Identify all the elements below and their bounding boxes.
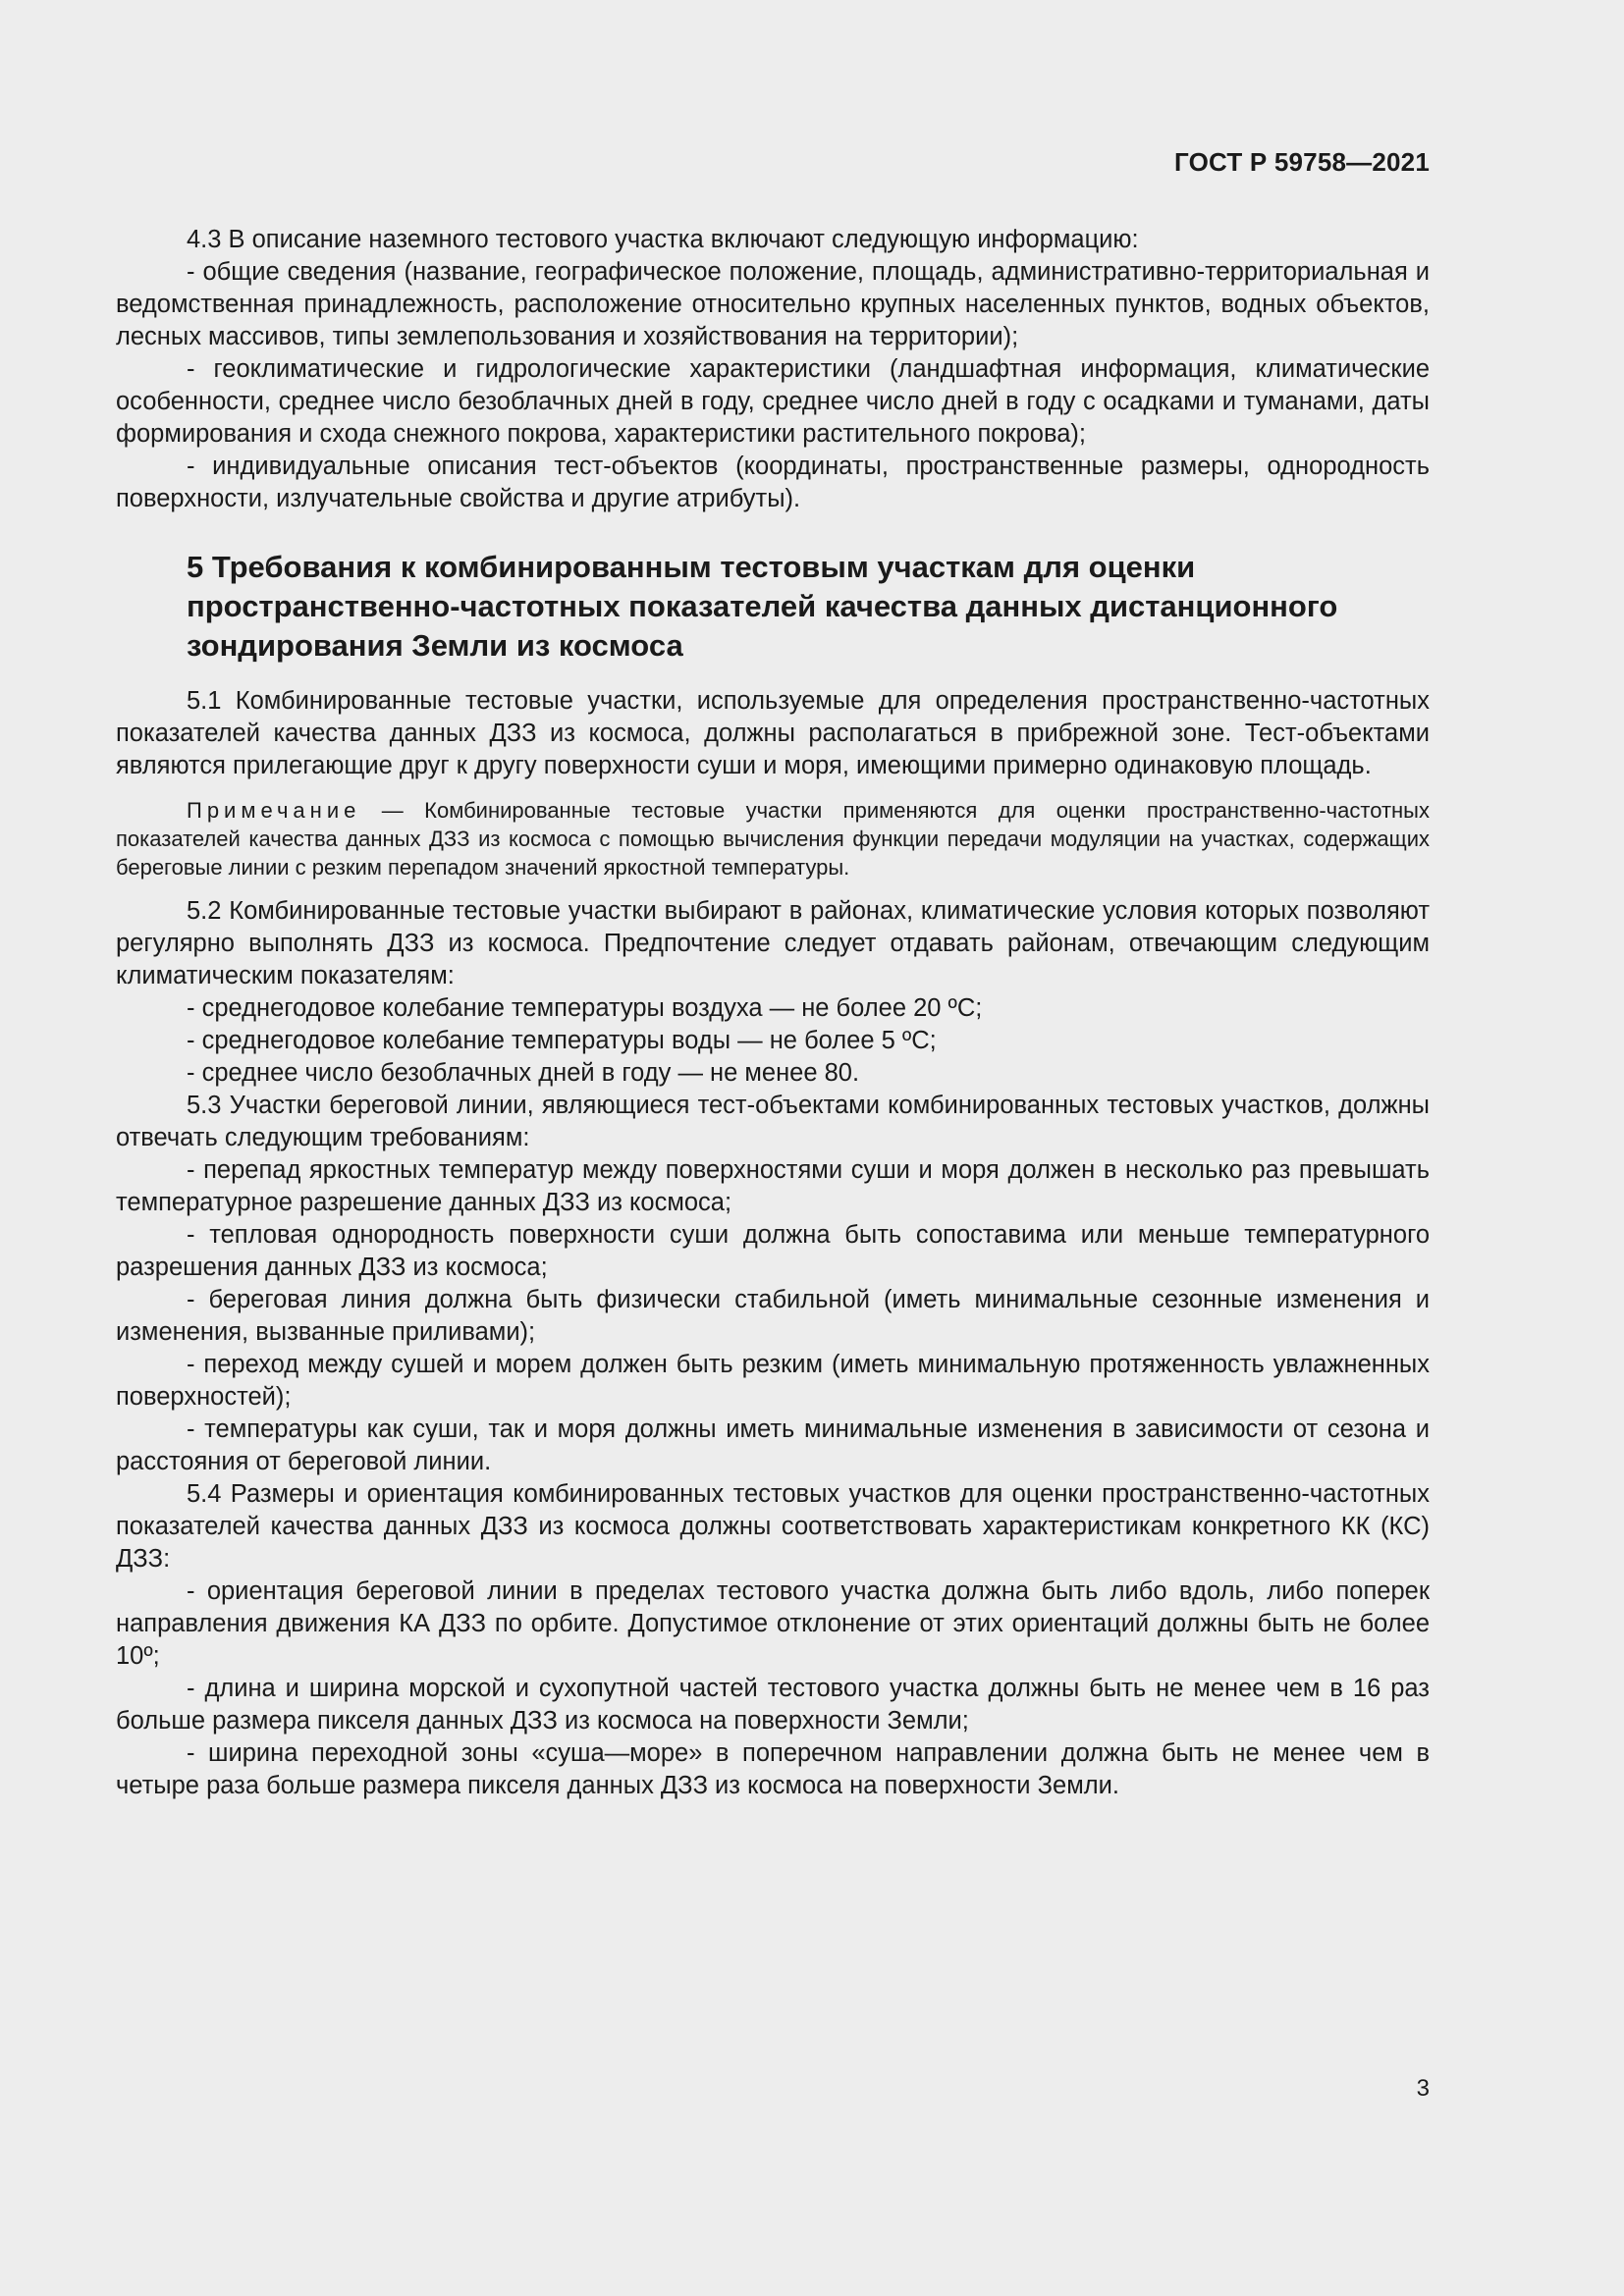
list-item: - среднегодовое колебание температуры воды — не более 5 ºС; — [187, 1027, 937, 1054]
note-label: Примечание — [187, 798, 361, 823]
list-item: - береговая линия должна быть физически стабильной (иметь минимальные сезонные изменения и изменения, вызванные приливами); — [116, 1286, 1430, 1346]
list-item: - среднегодовое колебание температуры воздуха — не более 20 ºС; — [187, 994, 983, 1022]
note-text: — Комбинированные тестовые участки применяются для оценки пространственно-частотных показателей качества данных ДЗЗ из космоса с помощью вычисления функции передачи модуляции на участках, содержащих береговые линии с резким перепадом значений яркостной температуры. — [116, 798, 1430, 880]
list-item: - общие сведения (название, географическое положение, площадь, административно-территориальная и ведомственная принадлежность, расположение относительно крупных населенных пунктов, водных объектов, лесных массивов, типы землепользования и хозяйствования на территории); — [116, 258, 1430, 350]
document-id-header: ГОСТ Р 59758—2021 — [1174, 147, 1430, 177]
document-body — [116, 224, 1430, 1802]
section-5-title: 5 Требования к комбинированным тестовым участкам для оценки пространственно-частотных показателей качества данных дистанционного зондирования Земли из космоса — [187, 550, 1338, 663]
list-item: - ширина переходной зоны «суша—море» в поперечном направлении должна быть не менее чем в четыре раза больше размера пикселя данных ДЗЗ из космоса на поверхности Земли. — [116, 1739, 1430, 1799]
note — [116, 796, 1430, 881]
list-item: - температуры как суши, так и моря должны иметь минимальные изменения в зависимости от сезона и расстояния от береговой линии. — [116, 1415, 1430, 1475]
list-item: - ориентация береговой линии в пределах тестового участка должна быть либо вдоль, либо поперек направления движения КА ДЗЗ по орбите. Допустимое отклонение от этих ориентаций должны быть не более 10º; — [116, 1577, 1430, 1670]
clause-5-1: 5.1 Комбинированные тестовые участки, используемые для определения пространственно-частотных показателей качества данных ДЗЗ из космоса, должны располагаться в прибрежной зоне. Тест-объектами являются прилегающие друг к другу поверхности суши и моря, имеющими примерно одинаковую площадь. — [116, 687, 1430, 779]
page-number: 3 — [1416, 2075, 1430, 2102]
list-item: - геоклиматические и гидрологические характеристики (ландшафтная информация, климатические особенности, среднее число безоблачных дней в году, среднее число дней в году с осадками и туманами, даты формирования и схода снежного покрова, характеристики растительного покрова); — [116, 355, 1430, 448]
clause-5-2: 5.2 Комбинированные тестовые участки выбирают в районах, климатические условия которых позволяют регулярно выполнять ДЗЗ из космоса. Предпочтение следует отдавать районам, отвечающим следующим климатическим показателям: — [116, 897, 1430, 989]
list-item: - индивидуальные описания тест-объектов (координаты, пространственные размеры, однородность поверхности, излучательные свойства и другие атрибуты). — [116, 453, 1430, 512]
clause-5-3: 5.3 Участки береговой линии, являющиеся тест-объектами комбинированных тестовых участков, должны отвечать следующим требованиям: — [116, 1092, 1430, 1151]
clause-5-4: 5.4 Размеры и ориентация комбинированных тестовых участков для оценки пространственно-частотных показателей качества данных ДЗЗ из космоса должны соответствовать характеристикам конкретного КК (КС) ДЗЗ: — [116, 1480, 1430, 1573]
list-item: - длина и ширина морской и сухопутной частей тестового участка должны быть не менее чем в 16 раз больше размера пикселя данных ДЗЗ из космоса на поверхности Земли; — [116, 1675, 1430, 1735]
list-item: - тепловая однородность поверхности суши должна быть сопоставима или меньше температурного разрешения данных ДЗЗ из космоса; — [116, 1221, 1430, 1281]
list-item: - среднее число безоблачных дней в году — не менее 80. — [187, 1059, 860, 1087]
list-item: - переход между сушей и морем должен быть резким (иметь минимальную протяженность увлажненных поверхностей); — [116, 1351, 1430, 1411]
list-item: - перепад яркостных температур между поверхностями суши и моря должен в несколько раз превышать температурное разрешение данных ДЗЗ из космоса; — [116, 1156, 1430, 1216]
clause-4-3: 4.3 В описание наземного тестового участка включают следующую информацию: — [187, 226, 1139, 253]
